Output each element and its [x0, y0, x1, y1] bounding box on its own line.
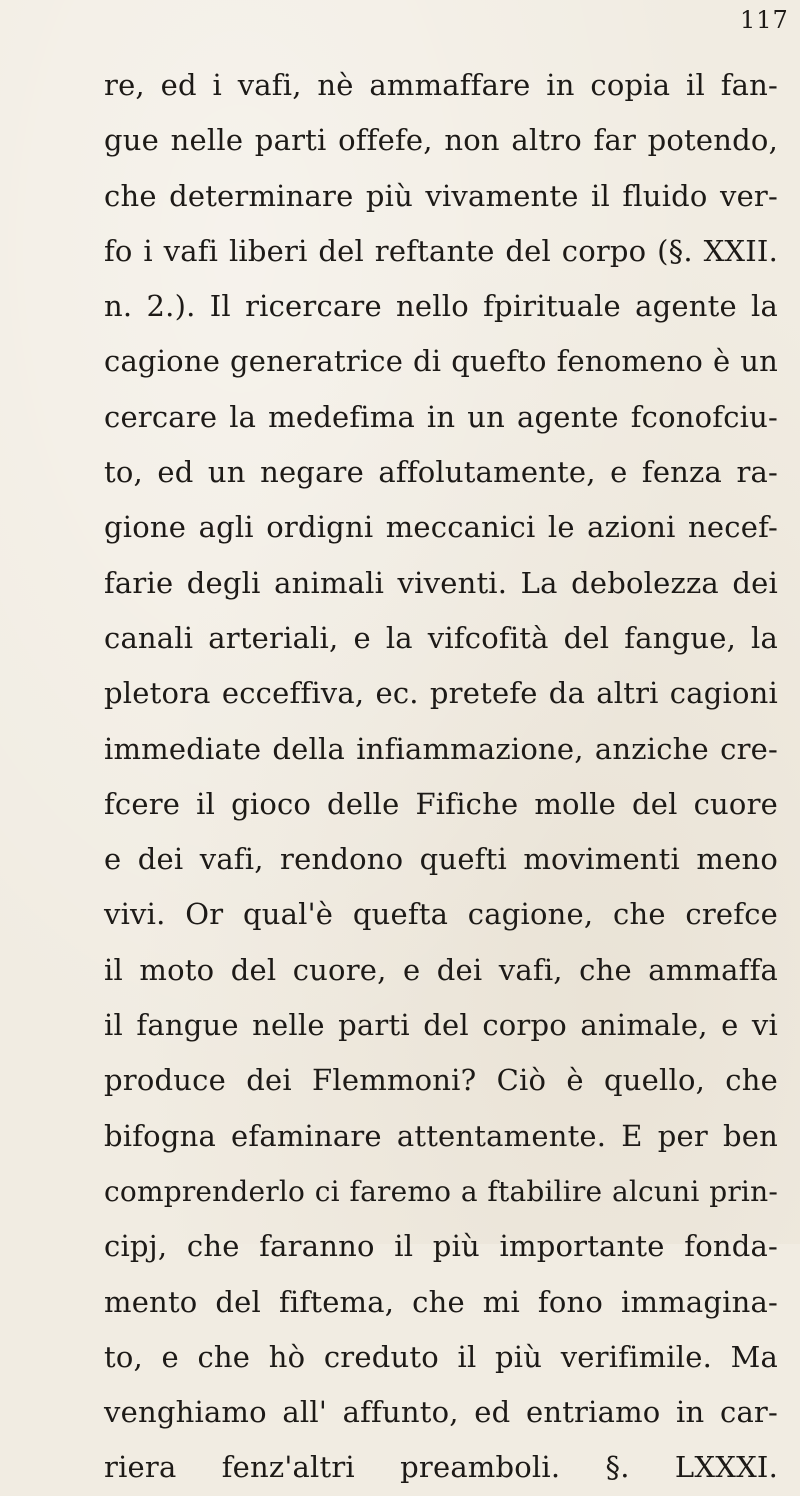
text-line-18: il fangue nelle parti del corpo animale, e vi: [104, 1008, 778, 1043]
text-line-13: immediate della infiammazione, anziche cre-: [104, 731, 778, 766]
text-line-20: bifogna efaminare attentamente. E per ben: [104, 1118, 778, 1153]
text-line-1: re, ed i vafi, nè ammaffare in copia il fan-: [104, 68, 778, 102]
text-line-7: cercare la medefima in un agente fconofciu-: [104, 399, 778, 434]
text-line-14: fcere il gioco delle Fifiche molle del cuore: [104, 786, 778, 821]
text-line-16: vivi. Or qual'è quefta cagione, che crefce: [104, 897, 778, 932]
text-line-2: gue nelle parti offefe, non altro far potendo,: [104, 123, 778, 158]
text-line-8: to, ed un negare affolutamente, e fenza ra-: [104, 455, 778, 490]
text-line-5: n. 2.). Il ricercare nello fpirituale agente la: [104, 289, 778, 324]
text-line-4: fo i vafi liberi del reftante del corpo (§. XXII.: [104, 233, 778, 268]
text-line-10: farie degli animali viventi. La debolezza dei: [104, 565, 778, 600]
text-line-17: il moto del cuore, e dei vafi, che ammaffa: [104, 952, 778, 987]
text-line-9: gione agli ordigni meccanici le azioni necef-: [104, 510, 778, 545]
text-line-19: produce dei Flemmoni? Ciò è quello, che: [104, 1063, 778, 1098]
text-line-24: to, e che hò creduto il più verifimile. Ma: [104, 1339, 778, 1374]
text-line-23: mento del fiftema, che mi fono immagina-: [104, 1284, 778, 1319]
text-line-11: canali arteriali, e la vifcofità del fangue, la: [104, 620, 778, 655]
page-number: 117: [740, 6, 789, 34]
text-line-21: comprenderlo ci faremo a ftabilire alcuni prin-: [104, 1174, 778, 1208]
text-line-25: venghiamo all' affunto, ed entriamo in car-: [104, 1395, 778, 1430]
text-line-26-catchword: riera fenz'altri preamboli. §. LXXXI.: [104, 1450, 778, 1485]
text-line-22: cipj, che faranno il più importante fonda-: [104, 1229, 778, 1264]
text-line-6: cagione generatrice di quefto fenomeno è un: [104, 344, 778, 379]
text-line-3: che determinare più vivamente il fluido ver-: [104, 178, 778, 213]
text-line-12: pletora ecceffiva, ec. pretefe da altri cagioni: [104, 676, 778, 711]
text-line-15: e dei vafi, rendono quefti movimenti meno: [104, 842, 778, 877]
body-text: [104, 58, 778, 1496]
